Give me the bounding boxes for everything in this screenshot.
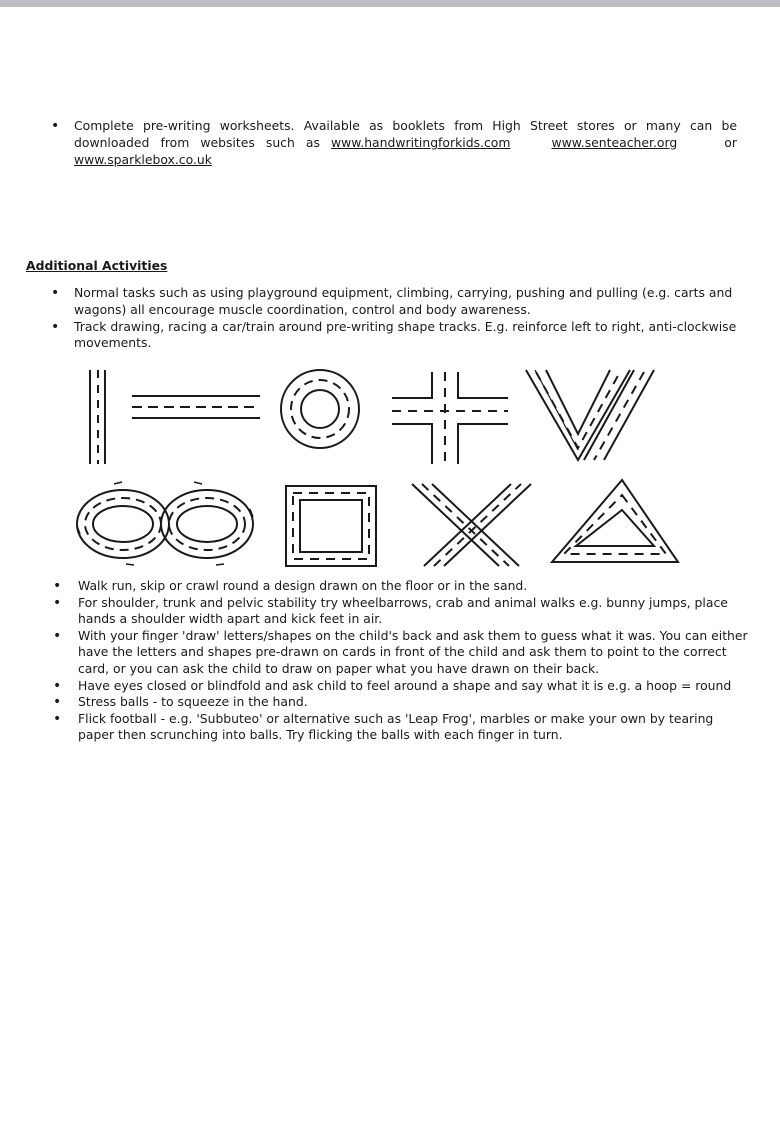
bullet-icon: • <box>53 710 62 727</box>
more-activities-list <box>26 578 750 744</box>
link-handwritingforkids[interactable]: www.handwritingforkids.com <box>331 134 511 150</box>
list-item <box>25 319 750 353</box>
list-item <box>26 595 750 628</box>
bullet-icon: • <box>51 285 60 301</box>
worksheet-list <box>25 118 737 168</box>
link-senteacher[interactable]: www.senteacher.org <box>551 134 678 150</box>
list-item <box>25 118 737 168</box>
section-heading: Additional Activities <box>26 258 168 273</box>
figure-eight-track-icon <box>77 482 253 565</box>
vertical-track-icon <box>90 370 105 464</box>
list-item <box>25 285 750 319</box>
worksheet-text: Complete pre-writing worksheets. Available as booklets from High Street stores or many can be downloaded from websites such as <box>74 118 737 150</box>
list-item <box>26 628 750 678</box>
bullet-icon: • <box>51 318 60 335</box>
bullet-icon: • <box>53 694 62 711</box>
activity-text: Track drawing, racing a car/train around pre-writing shape tracks. E.g. reinforce left to right, anti-clockwise movements. <box>74 318 737 351</box>
list-item <box>26 694 750 711</box>
activity-text: For shoulder, trunk and pelvic stability try wheelbarrows, crab and animal walks e.g. bunny jumps, place hands a shoulder width apart and kick feet in air. <box>78 594 728 627</box>
activity-text: Have eyes closed or blindfold and ask child to feel around a shape and say what it is e.g. a hoop = round <box>78 677 732 693</box>
bullet-icon: • <box>53 594 62 611</box>
bullet-icon: • <box>51 118 60 134</box>
x-track-icon <box>412 484 531 566</box>
circle-track-icon <box>281 370 359 448</box>
square-track-icon <box>286 486 376 566</box>
additional-activities-list <box>25 285 750 352</box>
activity-text: Walk run, skip or crawl round a design drawn on the floor or in the sand. <box>78 578 528 593</box>
bullet-icon: • <box>53 677 62 694</box>
activity-text: Normal tasks such as using playground equipment, climbing, carrying, pushing and pulling (e.g. carts and wagons) all encourage muscle coordination, control and body awareness. <box>74 285 733 317</box>
link-sparklebox[interactable]: www.sparklebox.co.uk <box>74 151 212 167</box>
v-track-icon <box>526 370 654 460</box>
activity-text: Stress balls - to squeeze in the hand. <box>78 694 308 710</box>
cross-track-icon <box>392 372 508 464</box>
list-item <box>26 678 750 695</box>
triangle-track-icon <box>552 480 678 562</box>
list-item <box>26 578 750 595</box>
list-item <box>26 711 750 744</box>
activity-text: Flick football - e.g. 'Subbuteo' or alternative such as 'Leap Frog', marbles or make your own by tearing paper then scrunching into balls. Try flicking the balls with each finger in turn. <box>78 710 714 743</box>
bullet-icon: • <box>53 578 62 594</box>
horizontal-track-icon <box>132 396 260 418</box>
track-shapes-figure <box>74 364 688 576</box>
bullet-icon: • <box>53 627 62 644</box>
activity-text: With your finger 'draw' letters/shapes on the child's back and ask them to guess what it was. You can either have the letters and shapes pre-drawn on cards in front of the child and ask them to point to the correct card, or you can ask the child to draw on paper what you have drawn on their back. <box>78 627 748 676</box>
connector-text: or <box>724 134 737 150</box>
